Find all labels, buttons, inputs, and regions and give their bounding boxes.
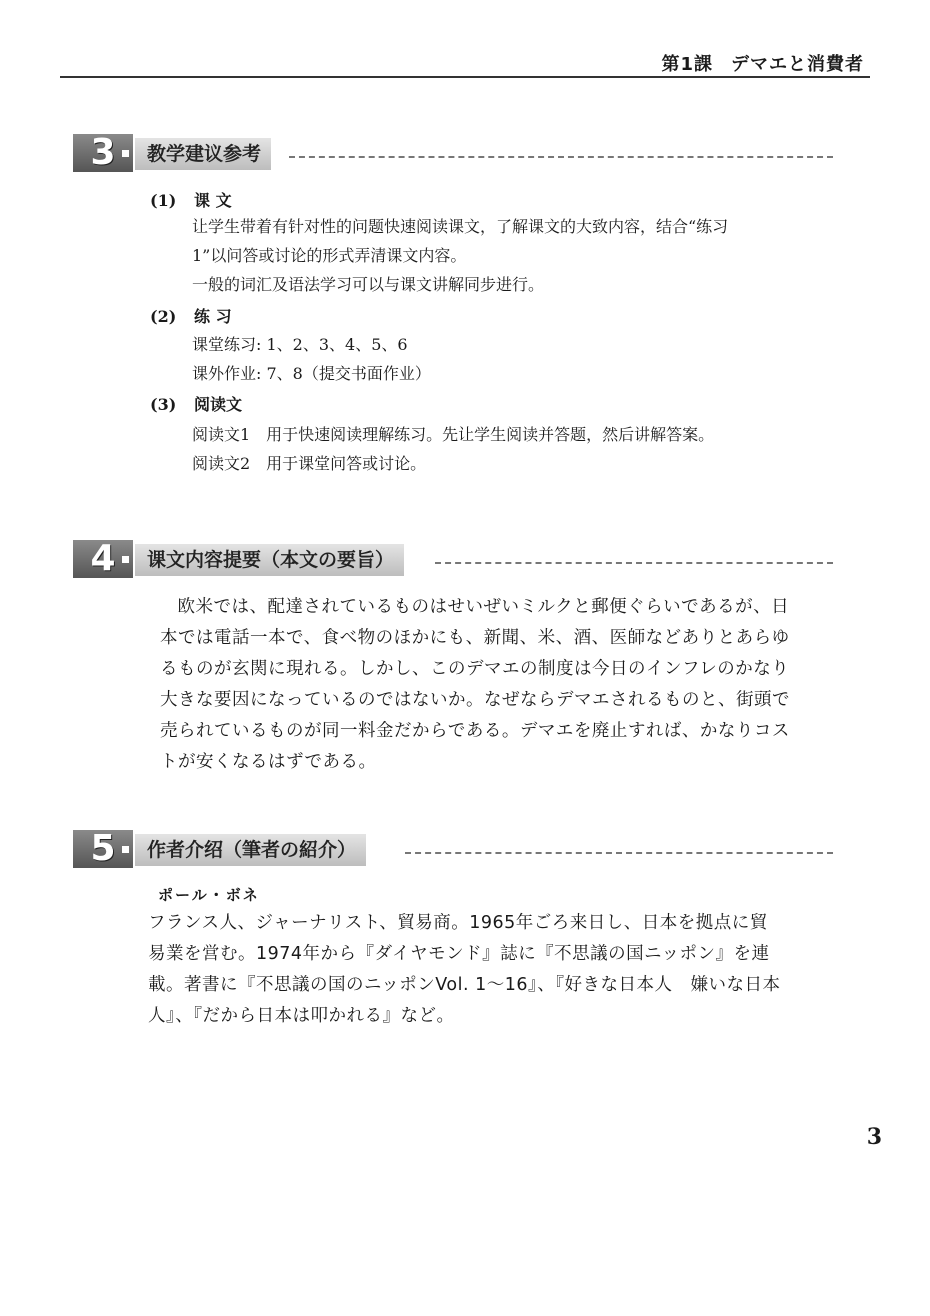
section-number-badge: 4 — [73, 540, 133, 578]
item-label: (2) 练 习 — [150, 307, 232, 326]
section-title: 作者介绍（筆者の紹介） — [135, 834, 366, 866]
dashed-rule — [435, 562, 833, 564]
item-text: 让学生带着有针对性的问题快速阅读课文，了解课文的大致内容，结合“练习 1”以问答或讨论的形式弄清课文内容。 一般的词汇及语法学习可以与课文讲解同步进行。 — [192, 217, 729, 294]
lesson-title: デマエと消費者 — [731, 54, 864, 75]
summary-paragraph: 欧米では、配達されているものはせいぜいミルクと郵便ぐらいであるが、日 本では電話一本で、食べ物のほかにも、新聞、米、酒、医師などありとあらゆ るものが玄関に現れる。しかし、このデマエの制度は今日のインフレのかなり 大きな要因になっているのではないか。なぜならデマエされるものと、街頭で 売られているものが同一料金だからである。デマエを廃止すれば、かなりコス トが安くなるはずである。 — [160, 597, 790, 772]
item-text: 阅读文1 用于快速阅读理解练习。先让学生阅读并答题，然后讲解答案。 阅读文2 用于课堂问答或讨论。 — [192, 425, 715, 473]
lesson-number: 第1課 — [661, 54, 713, 75]
section-5-heading — [73, 830, 833, 872]
section-number-badge: 5 — [73, 830, 133, 868]
section-title: 课文内容提要（本文の要旨） — [135, 544, 404, 576]
item-label: (3) 阅读文 — [150, 395, 243, 414]
header-rule — [60, 76, 870, 78]
section-4-heading — [73, 540, 833, 582]
item-text: 课堂练习: 1、2、3、4、5、6 课外作业: 7、8（提交书面作业） — [192, 335, 431, 383]
page-number: 3 — [866, 1124, 882, 1150]
item-label: (1) 课 文 — [150, 191, 232, 210]
dashed-rule — [405, 852, 833, 854]
section-3-heading — [73, 134, 833, 176]
author-name: ポール・ボネ — [158, 886, 260, 904]
author-bio: フランス人、ジャーナリスト、貿易商。1965年ごろ来日し、日本を拠点に貿 易業を営む。1974年から『ダイヤモンド』誌に『不思議の国ニッポン』を連 載。著書に『不思議の国のニッポンVol. 1～16』、『好きな日本人 嫌いな日本 人』、『だから日本は叩かれる』など。 — [148, 913, 781, 1026]
running-header — [661, 50, 864, 76]
section-number-badge: 3 — [73, 134, 133, 172]
dashed-rule — [289, 156, 833, 158]
section-title: 教学建议参考 — [135, 138, 271, 170]
